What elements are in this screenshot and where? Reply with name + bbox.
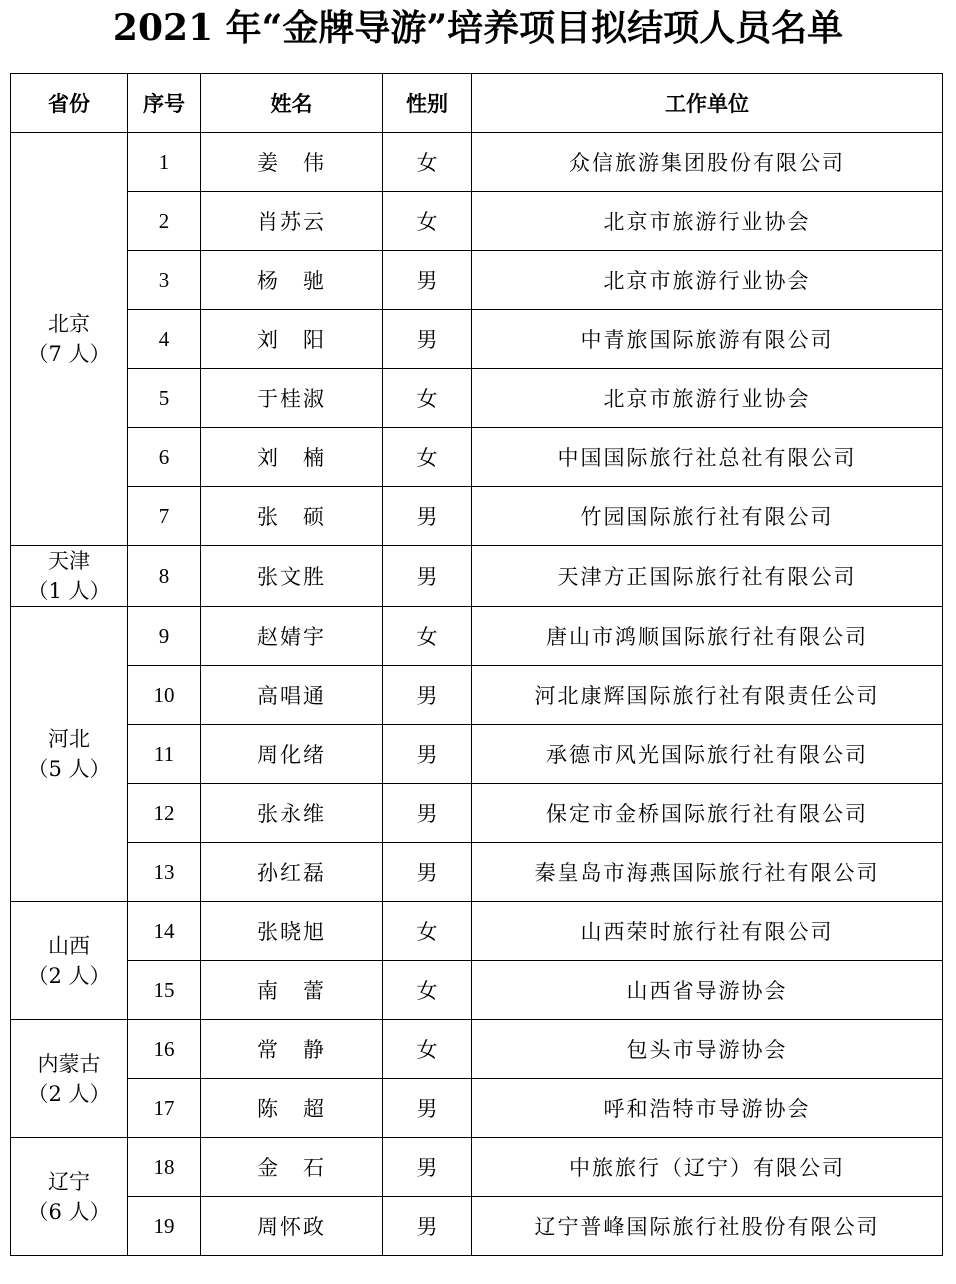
name-cell: 孙红磊 <box>201 843 383 902</box>
index-cell: 14 <box>128 902 201 961</box>
unit-cell: 北京市旅游行业协会 <box>472 251 943 310</box>
table-row <box>11 1197 943 1256</box>
table-row <box>11 961 943 1020</box>
name-cell: 刘 阳 <box>201 310 383 369</box>
index-cell: 12 <box>128 784 201 843</box>
unit-cell: 包头市导游协会 <box>472 1020 943 1079</box>
header-unit: 工作单位 <box>472 74 943 133</box>
name-cell: 张 硕 <box>201 487 383 546</box>
province-name: 天津 <box>48 549 90 573</box>
header-index: 序号 <box>128 74 201 133</box>
name-cell: 张文胜 <box>201 546 383 607</box>
unit-cell: 山西荣时旅行社有限公司 <box>472 902 943 961</box>
province-count: （7 人） <box>27 342 111 366</box>
unit-cell: 保定市金桥国际旅行社有限公司 <box>472 784 943 843</box>
table-row <box>11 546 943 607</box>
table-row <box>11 1138 943 1197</box>
province-name: 山西 <box>48 933 90 958</box>
unit-cell: 河北康辉国际旅行社有限责任公司 <box>472 666 943 725</box>
unit-cell: 辽宁普峰国际旅行社股份有限公司 <box>472 1197 943 1256</box>
unit-cell: 天津方正国际旅行社有限公司 <box>472 546 943 607</box>
province-count: （2 人） <box>27 963 111 988</box>
gender-cell: 男 <box>383 1079 472 1138</box>
name-cell: 南 蕾 <box>201 961 383 1020</box>
province-cell <box>11 902 128 1020</box>
gender-cell: 男 <box>383 1138 472 1197</box>
unit-cell: 中国国际旅行社总社有限公司 <box>472 428 943 487</box>
gender-cell: 男 <box>383 843 472 902</box>
unit-cell: 秦皇岛市海燕国际旅行社有限公司 <box>472 843 943 902</box>
header-name: 姓名 <box>201 74 383 133</box>
unit-cell: 承德市风光国际旅行社有限公司 <box>472 725 943 784</box>
name-cell: 杨 驰 <box>201 251 383 310</box>
roster-table <box>10 73 943 1256</box>
index-cell: 19 <box>128 1197 201 1256</box>
table-row <box>11 666 943 725</box>
unit-cell: 众信旅游集团股份有限公司 <box>472 133 943 192</box>
index-cell: 5 <box>128 369 201 428</box>
unit-cell: 呼和浩特市导游协会 <box>472 1079 943 1138</box>
index-cell: 15 <box>128 961 201 1020</box>
table-row <box>11 1020 943 1079</box>
gender-cell: 女 <box>383 428 472 487</box>
gender-cell: 男 <box>383 546 472 607</box>
table-row <box>11 369 943 428</box>
name-cell: 赵婧宇 <box>201 607 383 666</box>
header-row <box>11 74 943 133</box>
table-row <box>11 902 943 961</box>
province-count: （6 人） <box>27 1199 111 1224</box>
page-title: 2021 年“金牌导游”培养项目拟结项人员名单 <box>112 7 844 49</box>
table-row <box>11 133 943 192</box>
gender-cell: 女 <box>383 133 472 192</box>
header-gender: 性别 <box>383 74 472 133</box>
province-name: 内蒙古 <box>37 1051 101 1076</box>
index-cell: 3 <box>128 251 201 310</box>
index-cell: 8 <box>128 546 201 607</box>
province-cell <box>11 133 128 546</box>
name-cell: 周怀政 <box>201 1197 383 1256</box>
index-cell: 13 <box>128 843 201 902</box>
unit-cell: 竹园国际旅行社有限公司 <box>472 487 943 546</box>
index-cell: 6 <box>128 428 201 487</box>
table-row <box>11 725 943 784</box>
province-name: 河北 <box>48 727 90 751</box>
index-cell: 10 <box>128 666 201 725</box>
index-cell: 4 <box>128 310 201 369</box>
province-cell <box>11 1020 128 1138</box>
province-count: （1 人） <box>27 579 111 603</box>
unit-cell: 北京市旅游行业协会 <box>472 192 943 251</box>
gender-cell: 男 <box>383 725 472 784</box>
gender-cell: 女 <box>383 961 472 1020</box>
gender-cell: 女 <box>383 1020 472 1079</box>
name-cell: 张永维 <box>201 784 383 843</box>
name-cell: 高唱通 <box>201 666 383 725</box>
gender-cell: 男 <box>383 487 472 546</box>
index-cell: 18 <box>128 1138 201 1197</box>
name-cell: 常 静 <box>201 1020 383 1079</box>
unit-cell: 中旅旅行（辽宁）有限公司 <box>472 1138 943 1197</box>
gender-cell: 女 <box>383 192 472 251</box>
index-cell: 1 <box>128 133 201 192</box>
province-cell <box>11 546 128 607</box>
index-cell: 16 <box>128 1020 201 1079</box>
table-row <box>11 310 943 369</box>
table-row <box>11 428 943 487</box>
gender-cell: 男 <box>383 666 472 725</box>
province-name: 辽宁 <box>48 1169 90 1194</box>
name-cell: 张晓旭 <box>201 902 383 961</box>
gender-cell: 男 <box>383 784 472 843</box>
name-cell: 于桂淑 <box>201 369 383 428</box>
gender-cell: 女 <box>383 369 472 428</box>
table-row <box>11 251 943 310</box>
province-name: 北京 <box>48 312 90 336</box>
index-cell: 11 <box>128 725 201 784</box>
table-row <box>11 192 943 251</box>
name-cell: 陈 超 <box>201 1079 383 1138</box>
province-count: （5 人） <box>27 757 111 781</box>
gender-cell: 男 <box>383 1197 472 1256</box>
province-cell <box>11 607 128 902</box>
table-row <box>11 607 943 666</box>
province-cell <box>11 1138 128 1256</box>
roster-body <box>11 133 943 1256</box>
unit-cell: 唐山市鸿顺国际旅行社有限公司 <box>472 607 943 666</box>
index-cell: 17 <box>128 1079 201 1138</box>
gender-cell: 男 <box>383 310 472 369</box>
unit-cell: 山西省导游协会 <box>472 961 943 1020</box>
gender-cell: 女 <box>383 902 472 961</box>
name-cell: 刘 楠 <box>201 428 383 487</box>
index-cell: 2 <box>128 192 201 251</box>
unit-cell: 中青旅国际旅游有限公司 <box>472 310 943 369</box>
province-count: （2 人） <box>27 1081 111 1106</box>
header-province: 省份 <box>11 74 128 133</box>
name-cell: 金 石 <box>201 1138 383 1197</box>
table-row <box>11 784 943 843</box>
name-cell: 肖苏云 <box>201 192 383 251</box>
name-cell: 姜 伟 <box>201 133 383 192</box>
index-cell: 7 <box>128 487 201 546</box>
table-row <box>11 1079 943 1138</box>
unit-cell: 北京市旅游行业协会 <box>472 369 943 428</box>
gender-cell: 女 <box>383 607 472 666</box>
index-cell: 9 <box>128 607 201 666</box>
name-cell: 周化绪 <box>201 725 383 784</box>
table-row <box>11 487 943 546</box>
gender-cell: 男 <box>383 251 472 310</box>
table-row <box>11 843 943 902</box>
